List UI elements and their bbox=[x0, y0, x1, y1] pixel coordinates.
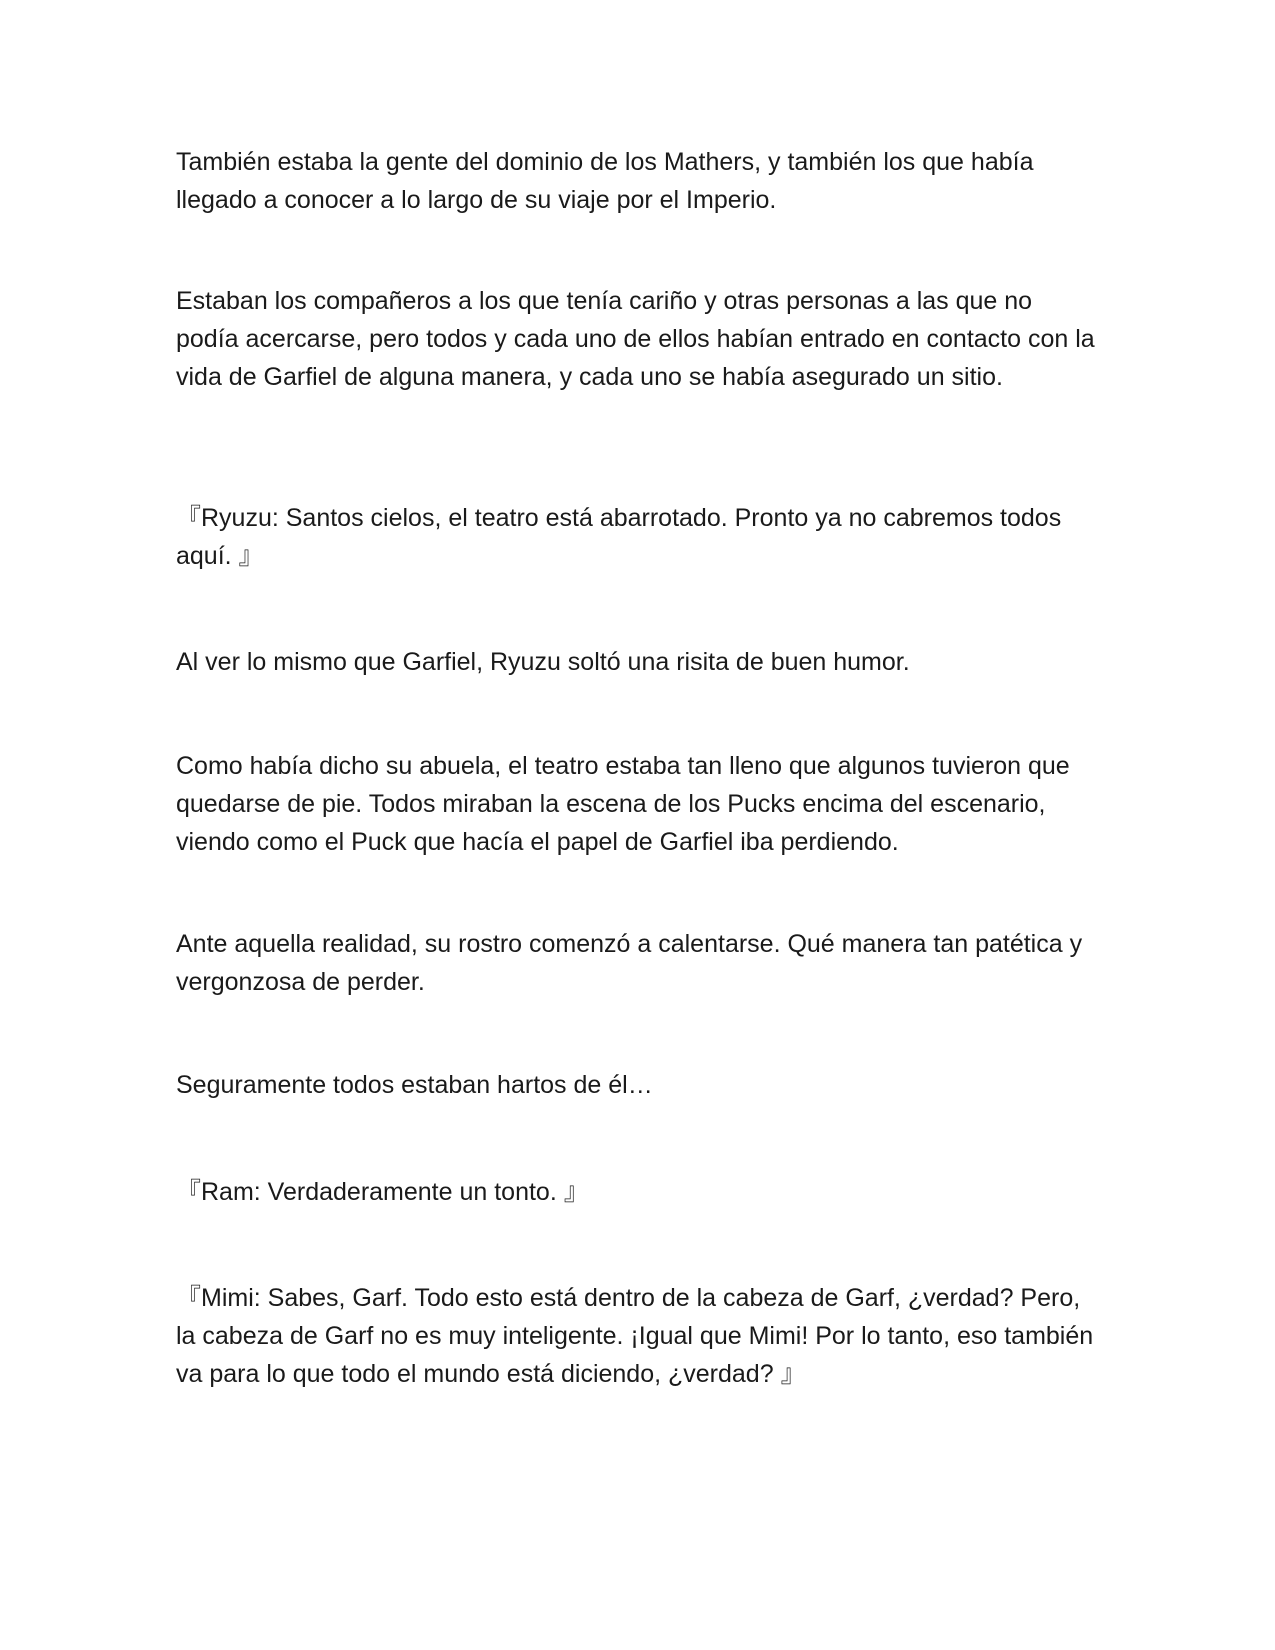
paragraph-face-heating: Ante aquella realidad, su rostro comenzó a calentarse. Qué manera tan patética y vergonzosa de perder. bbox=[176, 930, 1083, 996]
paragraph-ryuzu-laugh: Al ver lo mismo que Garfiel, Ryuzu soltó una risita de buen humor. bbox=[176, 648, 910, 676]
paragraph-mathers: También estaba la gente del dominio de los Mathers, y también los que había llegado a conocer a lo largo de su viaje por el Imperio. bbox=[176, 148, 1034, 214]
dialog-mimi: 『Mimi: Sabes, Garf. Todo esto está dentro de la cabeza de Garf, ¿verdad? Pero, la cabeza de Garf no es muy inteligente. ¡Igual que Mimi! Por lo tanto, eso también va para lo que todo el mundo está diciendo, ¿verdad? 』 bbox=[176, 1284, 1094, 1388]
dialog-ram: 『Ram: Verdaderamente un tonto. 』 bbox=[176, 1178, 589, 1206]
paragraph-companions: Estaban los compañeros a los que tenía cariño y otras personas a las que no podía acercarse, pero todos y cada uno de ellos habían entrado en contacto con la vida de Garfiel de alguna manera, y cada uno se había asegurado un sitio. bbox=[176, 287, 1095, 391]
dialog-ryuzu: 『Ryuzu: Santos cielos, el teatro está abarrotado. Pronto ya no cabremos todos aquí. 』 bbox=[176, 504, 1062, 570]
paragraph-fed-up: Seguramente todos estaban hartos de él… bbox=[176, 1071, 653, 1099]
paragraph-theater-full: Como había dicho su abuela, el teatro estaba tan lleno que algunos tuvieron que quedarse de pie. Todos miraban la escena de los Pucks encima del escenario, viendo como el Puck que hacía el papel de Garfiel iba perdiendo. bbox=[176, 752, 1070, 856]
